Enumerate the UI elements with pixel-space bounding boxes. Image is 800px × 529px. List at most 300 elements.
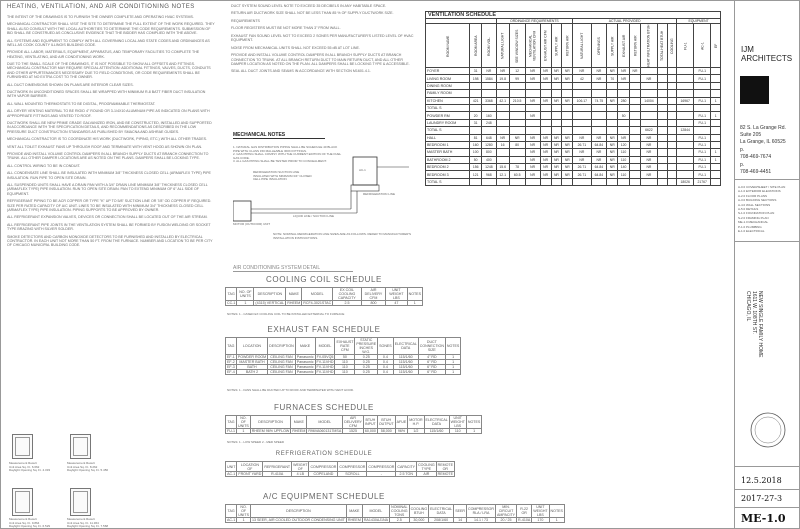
table-cell <box>630 112 641 119</box>
table-cell <box>630 149 641 156</box>
table-cell <box>677 141 694 148</box>
column-header: COMPRESSOR RLA / LRA <box>466 505 495 518</box>
table-cell <box>496 112 509 119</box>
table-cell: 115/1/60 <box>393 365 418 370</box>
sheet-index-item: S-1.0 FOUNDATION PLAN <box>738 211 775 216</box>
table-cell: NR <box>562 134 573 141</box>
table-cell: BATH <box>236 365 267 370</box>
table-cell <box>551 178 562 185</box>
refrigeration-table <box>225 461 455 477</box>
window-caption-line: Measurement Result <box>67 517 95 521</box>
ventilation-row <box>426 68 721 75</box>
table-cell: 31 <box>470 119 482 126</box>
window-elevation-3 <box>12 488 33 516</box>
table-cell <box>591 178 607 185</box>
table-cell <box>667 149 677 156</box>
table-cell <box>496 104 509 111</box>
table-cell: NR <box>562 171 573 178</box>
ventilation-row <box>426 156 721 163</box>
column-header: MAKE <box>346 505 362 518</box>
diagram-unit-tag: AC-1 <box>359 168 366 172</box>
table-cell: EF-4 <box>227 370 235 374</box>
table-cell: NR <box>618 75 630 82</box>
table-cell <box>657 156 667 163</box>
ventilation-row <box>426 127 721 134</box>
table-cell <box>667 119 677 126</box>
ventilation-schedule-table <box>425 11 721 186</box>
table-cell: 110 <box>618 149 630 156</box>
table-cell: HALL <box>426 134 470 141</box>
column-header: DESCRIPTION <box>250 505 346 518</box>
note-paragraph: ALL REFRIGERANT PIPE JOINTS IN THE VENTILATION SYSTEM SHALL BE FORMED BY FUSION WELDING OR SOCKET TYPE BRAZING WITH SILVER SOLDER. <box>7 222 211 232</box>
hvac-notes-column-2 <box>231 4 419 77</box>
table-cell <box>470 104 482 111</box>
table-cell: CEILING FAN <box>268 355 296 360</box>
column-header: COMPRESSOR <box>367 462 396 472</box>
table-cell <box>657 112 667 119</box>
table-cell <box>711 82 721 89</box>
table-cell: 26.71 <box>573 171 591 178</box>
table-cell: 115/1/60 <box>424 429 449 434</box>
column-header: NO. OF UNITS <box>237 288 254 301</box>
column-header: EXHAUST RATE CFM <box>335 338 355 355</box>
table-cell <box>618 90 630 97</box>
table-cell: Panasonic <box>296 360 314 364</box>
table-cell <box>657 134 667 141</box>
table-cell: 42.1 <box>496 97 509 104</box>
column-header: ELECTRICAL DATA <box>393 338 418 355</box>
column-header: DESCRIPTION <box>268 338 296 355</box>
table-cell <box>540 178 551 185</box>
table-cell: NR <box>573 134 591 141</box>
table-cell: 6622 <box>640 127 657 134</box>
column-header: MODEL <box>302 288 333 301</box>
table-cell: RHEEM 96% UPFLOW <box>251 429 290 433</box>
column-header: MECHANICAL VENTILATION CFM <box>525 24 540 68</box>
table-cell: LAUNDRY ROOM <box>426 119 470 126</box>
table-cell <box>482 127 496 134</box>
table-cell: AC-1 <box>227 472 236 476</box>
table-cell <box>509 90 525 97</box>
table-cell: FV-11VHD <box>316 370 334 374</box>
table-cell <box>607 127 618 134</box>
sheet-index-item: P-1.0 PLUMBING <box>738 224 762 229</box>
table-cell: 1584 <box>482 75 496 82</box>
ventilation-row <box>426 90 721 97</box>
column-header: ROOM AREA <box>470 24 482 68</box>
note-paragraph: MECHANICAL CONTRACTOR SHALL VISIT THE SITE TO DETERMINE THE FULL EXTENT OF THE WORK REQUIRED. THEY SHALL ALSO CONSULT WITH THE LOCAL AUTHORITIES TO DETERMINE THE CODE REQUIREMENTS. SUBMISSION OF BID SHALL BE CONSTRUED AS CONCLUSIVE EVIDENCE THAT THE BIDDER HAS COMPLIED WITH THE ABOVE. <box>7 22 215 36</box>
table-cell: Panasonic <box>296 365 314 369</box>
table-cell <box>630 104 641 111</box>
table-cell <box>667 141 677 148</box>
ventilation-row <box>426 97 721 104</box>
table-cell <box>618 127 630 134</box>
table-cell <box>562 112 573 119</box>
table-cell: NR <box>540 171 551 178</box>
table-cell: NR <box>540 149 551 156</box>
table-cell: TOTAL S <box>426 178 470 185</box>
table-cell <box>677 171 694 178</box>
table-cell <box>711 164 721 171</box>
table-cell: 47 <box>386 301 407 306</box>
table-cell <box>562 82 573 89</box>
table-cell: 1 <box>445 365 460 370</box>
firm-address-3: La Grange, IL 60525 <box>740 139 786 145</box>
window-elevation-4 <box>70 488 91 516</box>
table-cell: 0.4 <box>378 370 394 375</box>
table-cell: NR <box>551 171 562 178</box>
column-header: NO. OF UNITS <box>238 416 249 428</box>
table-cell: 70 <box>607 75 618 82</box>
table-cell <box>525 82 540 89</box>
table-cell <box>711 171 721 178</box>
table-cell: BATHROOM 2 <box>426 156 470 163</box>
table-cell: NR <box>573 156 591 163</box>
table-cell: 12 <box>509 68 525 75</box>
table-cell <box>640 82 657 89</box>
table-cell: FV-11VHD <box>316 365 334 369</box>
table-cell: 1 <box>445 355 460 360</box>
window-2-caption <box>67 462 127 473</box>
table-cell <box>667 127 677 134</box>
table-cell: 400 <box>482 156 496 163</box>
table-cell <box>677 156 694 163</box>
column-header: SEER <box>454 505 467 518</box>
table-cell: NR <box>525 68 540 75</box>
table-cell <box>667 171 677 178</box>
table-cell <box>525 127 540 134</box>
table-cell: NR <box>551 149 562 156</box>
table-cell: 968 <box>482 171 496 178</box>
column-header: CAPACITY <box>396 462 417 472</box>
note-paragraph: DUCTWORK IN UNCONDITIONED SPACES SHALL BE WRAPPED WITH MINIMUM R-8 BATT FIBER DUCT INSULATION WITH VAPOR BARRIER. <box>7 89 206 99</box>
table-cell: CC-1 <box>227 301 236 305</box>
note-paragraph: RETURN AIR DUCTWORK SIZE SHALL NOT BE LESS THAN 85 % OF SUPPLY DUCTWORK SIZE. <box>231 11 394 16</box>
column-header: BTUH OUTPUT <box>377 416 395 429</box>
table-cell: NR <box>525 171 540 178</box>
table-cell: NR <box>607 68 618 75</box>
table-cell: EF-1 <box>227 355 235 359</box>
table-cell <box>509 178 525 185</box>
table-cell <box>509 119 525 126</box>
column-header: UNIT WEIGHT LBS <box>533 505 548 517</box>
table-cell: NR <box>551 156 562 163</box>
table-cell <box>482 178 496 185</box>
table-cell <box>657 149 667 156</box>
project-line-2: 1611 W. 108TH ST. <box>751 291 757 334</box>
table-cell: CEILING FAN <box>268 370 296 375</box>
table-cell <box>540 82 551 89</box>
table-cell: FU-1 <box>694 164 711 171</box>
table-cell <box>509 127 525 134</box>
column-header: REFRIGERANT <box>263 462 292 472</box>
table-cell <box>677 90 694 97</box>
window-caption-line: Unit Area Sq. Ft. 9.864 <box>9 520 40 525</box>
table-cell: NR <box>607 164 618 171</box>
table-cell: FV-05VQ5 <box>316 355 334 359</box>
column-header: EXHAUST AIR CFM <box>540 24 551 68</box>
table-cell: NR <box>640 164 657 171</box>
column-header: MODEL <box>362 505 389 518</box>
column-header: ELECTRICAL DATA <box>424 416 449 429</box>
table-cell: 96% <box>395 429 408 434</box>
table-cell <box>640 104 657 111</box>
note-paragraph: PROVIDE ALL LABOR, MATERIALS, EQUIPMENT, APPARATUS, AND TEMPORARY FACILITIES TO COMPLETE THE HEATING, VENTILATING, AND AIR CONDITIONING WORK. <box>7 50 200 59</box>
table-cell <box>482 90 496 97</box>
table-cell <box>573 178 591 185</box>
table-cell: RHEEM <box>292 429 306 433</box>
table-cell <box>562 178 573 185</box>
table-cell: 16967 <box>677 97 694 104</box>
table-cell: 115/1/60 <box>393 355 418 360</box>
table-cell <box>591 104 607 111</box>
table-cell <box>496 127 509 134</box>
table-cell <box>509 82 525 89</box>
table-cell: 12.1 <box>496 171 509 178</box>
table-cell: RHEEM <box>287 301 301 305</box>
table-cell: 1 <box>445 360 460 365</box>
table-cell <box>630 82 641 89</box>
table-cell: 1 <box>466 429 481 434</box>
table-cell: 115/1/60 <box>393 370 418 375</box>
table-cell: NR <box>607 171 618 178</box>
table-cell: NR <box>640 149 657 156</box>
column-header: MODEL <box>315 338 335 355</box>
table-cell <box>496 82 509 89</box>
table-cell: MASTER BATH <box>236 360 267 365</box>
table-cell: 30,000 <box>409 518 429 523</box>
table-cell: 64.84 <box>591 141 607 148</box>
table-cell <box>562 127 573 134</box>
exhaust-fan-table <box>225 337 461 375</box>
table-cell: NR <box>630 68 641 75</box>
table-cell <box>525 90 540 97</box>
ventilation-row <box>426 171 721 178</box>
table-cell <box>630 75 641 82</box>
table-cell: NR <box>640 141 657 148</box>
table-cell <box>607 82 618 89</box>
table-cell <box>607 119 618 126</box>
table-cell <box>711 90 721 97</box>
table-cell <box>607 112 618 119</box>
table-cell: 6" RD <box>418 360 445 365</box>
column-header: TAG <box>226 505 237 518</box>
ventilation-row <box>426 119 721 126</box>
table-cell: NR <box>540 75 551 82</box>
note-paragraph: PROVIDE AND INSTALL VOLUME CONTROL DAMPERS IN ALL BRANCH SUPPLY DUCTS AT BRANCH CONNECTION TO TRUNK. AT ALL BRANCH RETURN DUCT TO MAIN RETURN DUCT, AND ALL OTHER DAMPER LOCATION AS NOTED ON THE PLAN. ALL DAMPERS SHALL BE LOCKING TYPE & ACCESSIBLE. <box>231 53 410 66</box>
table-cell: 1525 <box>343 429 364 434</box>
note-paragraph: ALL SYSTEMS AND EQUIPMENT TO COMPLY WITH ALL GOVERNING LOCAL AND STATE CODES AND ORDINANCES AS WELL AS COOK COUNTY ILLINOIS BUILDING CODE. <box>7 38 210 47</box>
table-cell <box>711 119 721 126</box>
table-cell <box>657 164 667 171</box>
column-header: ROOM VOL. <box>482 24 496 68</box>
table-cell <box>509 149 525 156</box>
table-cell: 248 <box>482 119 496 126</box>
table-cell: NR <box>562 97 573 104</box>
table-row <box>226 518 565 523</box>
table-cell <box>496 149 509 156</box>
ventilation-row <box>426 178 721 185</box>
table-cell: FU-1 <box>694 75 711 82</box>
table-cell <box>657 171 667 178</box>
note-paragraph: REFRIGERANT PIPING TO BE ACR COPPER OR TYPE "K" UP TO 5/8" SUCTION LINE OR 7/8" OD COPPER IF REQUIRED. SIZE PER RATED CAPACITY OF A/C UNIT. LINES TO BE INSULATED WITH MINIMUM 3/4" THICKNESS CLOSED CELL (ARMAFLEX TYPE) PIPE INSULATION. PIPING SUPPORTS TO BE APPROVED BY OWNER. <box>7 199 212 212</box>
note-paragraph: ALL SUSPENDED UNITS SHALL HAVE A DRAIN PAN WITH A 3/4" DRAIN LINE MINIMUM 3/8" THICKNESS CLOSED CELL (ARMAFLEX TYPE) PIPE INSULATION. RUN TO OPEN SITE DRAIN. PAN TO EXTEND MINIMUM OF 6" ALL SIDE OF EQUIPMENT. <box>7 183 208 196</box>
table-cell <box>667 90 677 97</box>
table-cell: 648 <box>482 134 496 141</box>
ventilation-row <box>426 104 721 111</box>
table-cell <box>711 104 721 111</box>
sheet-index <box>738 185 800 233</box>
table-cell: - <box>367 472 396 477</box>
column-header: NOTES <box>407 288 422 301</box>
column-header: COMPRESSOR <box>309 462 338 472</box>
table-cell: FV-11VHD <box>316 360 334 364</box>
table-cell: NR <box>525 164 540 171</box>
table-cell: 26.71 <box>573 141 591 148</box>
column-header: UNIT WEIGHT LBS <box>450 416 465 428</box>
table-cell <box>540 104 551 111</box>
table-cell: 6" RD <box>418 370 445 375</box>
table-cell: 1 <box>237 301 254 306</box>
note-paragraph: NOISE FROM MECHANICAL UNITS SHALL NOT EXCEED 55 dB AT LOT LINE. <box>231 45 360 50</box>
table-row <box>226 370 461 375</box>
table-cell: 2.5 <box>333 301 362 306</box>
table-cell: NR <box>540 134 551 141</box>
table-cell <box>677 82 694 89</box>
table-cell <box>470 127 482 134</box>
ordinance-group-header: ORDINANCE REQUIREMENTS <box>496 19 573 24</box>
table-cell: POWDER ROOM <box>237 355 267 359</box>
table-cell: NR <box>525 112 540 119</box>
table-cell: FU-1 <box>227 429 235 433</box>
table-cell: FU-1 <box>694 141 711 148</box>
table-cell <box>711 134 721 141</box>
table-cell: NR <box>562 156 573 163</box>
table-cell <box>630 134 641 141</box>
note-paragraph: ALL CONTROL WIRING TO BE IN CONDUIT. <box>7 163 81 168</box>
table-cell: NR <box>551 68 562 75</box>
table-cell: NR <box>525 156 540 163</box>
column-header: OPENINGS <box>591 24 607 68</box>
table-cell <box>509 104 525 111</box>
table-cell: 0.25 <box>355 365 378 370</box>
table-cell <box>657 90 667 97</box>
firm-address-2: Suite 205 <box>740 132 762 138</box>
diagram-label-2: 2. GAS PIPING SHALL COMPLY WITH THE CURRENT EDITION OF THE FUEL GAS CODE. <box>233 152 342 160</box>
table-cell <box>630 127 641 134</box>
ventilation-row <box>426 149 721 156</box>
table-cell <box>540 90 551 97</box>
table-row <box>226 472 455 477</box>
table-cell: BEDROOM 2 <box>426 164 470 171</box>
table-cell: NR <box>591 134 607 141</box>
table-cell <box>591 90 607 97</box>
note-paragraph: ALL CONDENSATE LINE SHALL BE INSULATED WITH MINIMUM 3/8" THICKNESS CLOSED CELL (ARMAFLEX TYPE) PIPE INSULATION. RUN PIPE TO OPEN SITE DRAIN. <box>7 171 211 180</box>
hvac-notes-column-1 <box>7 15 215 251</box>
table-cell <box>667 75 677 82</box>
table-cell: 99 <box>509 75 525 82</box>
column-header: MAKE <box>291 416 307 429</box>
window-1-caption <box>9 462 69 473</box>
note-paragraph: EXHAUST FAN SOUND LEVEL NOT TO EXCEED 2 SONES PER MANUFACTURER'S LISTED LEVEL OF HVAC EQUIPMENT. <box>231 33 414 43</box>
furnaces-note: NOTES: 1 - LOW SPEED 2 - MED SPEED <box>227 440 285 444</box>
window-caption-line: Measurement Result <box>9 461 37 465</box>
column-header: REMOTE OR <box>437 462 454 471</box>
table-cell: 800 <box>361 301 385 306</box>
table-cell: 170 <box>532 518 549 523</box>
table-cell: NR <box>525 134 540 141</box>
table-cell: LIVING ROOM <box>426 75 470 82</box>
equipment-group-header: EQUIPMENT <box>677 19 721 24</box>
table-cell <box>573 82 591 89</box>
table-cell: SCROLL <box>338 472 367 477</box>
sheet-index-item: A-5.0 DETAILS <box>738 207 759 212</box>
column-header: DUCT CONNECTION SIZE <box>418 338 445 355</box>
table-cell <box>562 90 573 97</box>
note-paragraph: REQUIREMENTS <box>231 18 260 23</box>
table-cell: 120 <box>618 141 630 148</box>
table-cell <box>657 97 667 104</box>
column-header: RETURN AIR <box>630 24 641 68</box>
table-cell: 1/2 <box>408 429 424 434</box>
table-cell <box>551 104 562 111</box>
table-cell <box>667 68 677 75</box>
table-cell: NR <box>640 171 657 178</box>
column-header: MOTOR H.P. <box>408 416 424 429</box>
table-cell <box>694 90 711 97</box>
table-cell <box>677 68 694 75</box>
table-cell: 2.5 TON <box>396 472 417 477</box>
table-cell <box>540 127 551 134</box>
table-cell: 110 <box>335 370 355 375</box>
table-cell: FU-1 <box>694 156 711 163</box>
table-cell <box>482 82 496 89</box>
table-cell: Panasonic <box>296 355 314 359</box>
table-cell: NR <box>618 68 630 75</box>
table-cell <box>711 68 721 75</box>
table-cell: NR <box>551 97 562 104</box>
sheet-index-item: A-4.0 WALL SECTIONS <box>738 202 771 207</box>
table-cell: FU-1 <box>694 97 711 104</box>
table-cell <box>509 156 525 163</box>
column-header: SEE WINDOW SIZES <box>509 24 525 68</box>
table-cell: FU-1 <box>694 171 711 178</box>
table-cell: 14004 <box>640 97 657 104</box>
table-cell: EF-2 <box>227 360 235 364</box>
table-cell: 1 <box>407 301 422 306</box>
table-cell: 6" RD <box>418 365 445 370</box>
table-cell: NR <box>540 156 551 163</box>
diagram-label-8: NOTE: NOMINAL REFRIGERATION LINE SIZES ARE AS FOLLOWS. REFER TO MANUFACTURER'S INSTALLATION INSTRUCTIONS. <box>273 232 411 240</box>
table-cell: NR <box>509 134 525 141</box>
table-cell: NR <box>540 141 551 148</box>
note-paragraph: DUCT SYSTEM SOUND LEVEL NOTE TO EXCEED 35 DECIBELS IN ANY HABITABLE SPACE. <box>231 4 387 8</box>
table-cell <box>640 178 657 185</box>
column-header: RETURN AIR <box>562 24 573 68</box>
table-cell: DINING ROOM <box>426 82 470 89</box>
table-cell: NR <box>525 97 540 104</box>
table-cell: 140 <box>618 164 630 171</box>
table-cell <box>667 82 677 89</box>
table-cell <box>640 119 657 126</box>
column-header: TOTAL HEAT BTUH <box>657 24 667 68</box>
table-cell <box>667 178 677 185</box>
note-paragraph: MECHANICAL CONTRACTOR IS TO COORDINATE HIS WORK (DUCTWORK, PIPING, ETC.) WITH ALL OTHER TRADES. <box>7 137 208 142</box>
column-header: NOTES <box>549 505 564 518</box>
column-header: NOMINAL COOLING TONS <box>391 505 408 517</box>
hvac-notes-title: HEATING, VENTILATION, AND AIR CONDITIONING NOTES <box>7 4 195 10</box>
note-paragraph: ALL WALL MOUNTED THERMOSTATS TO BE DIGITAL, PROGRAMMABLE THERMOSTAT. <box>7 101 156 106</box>
